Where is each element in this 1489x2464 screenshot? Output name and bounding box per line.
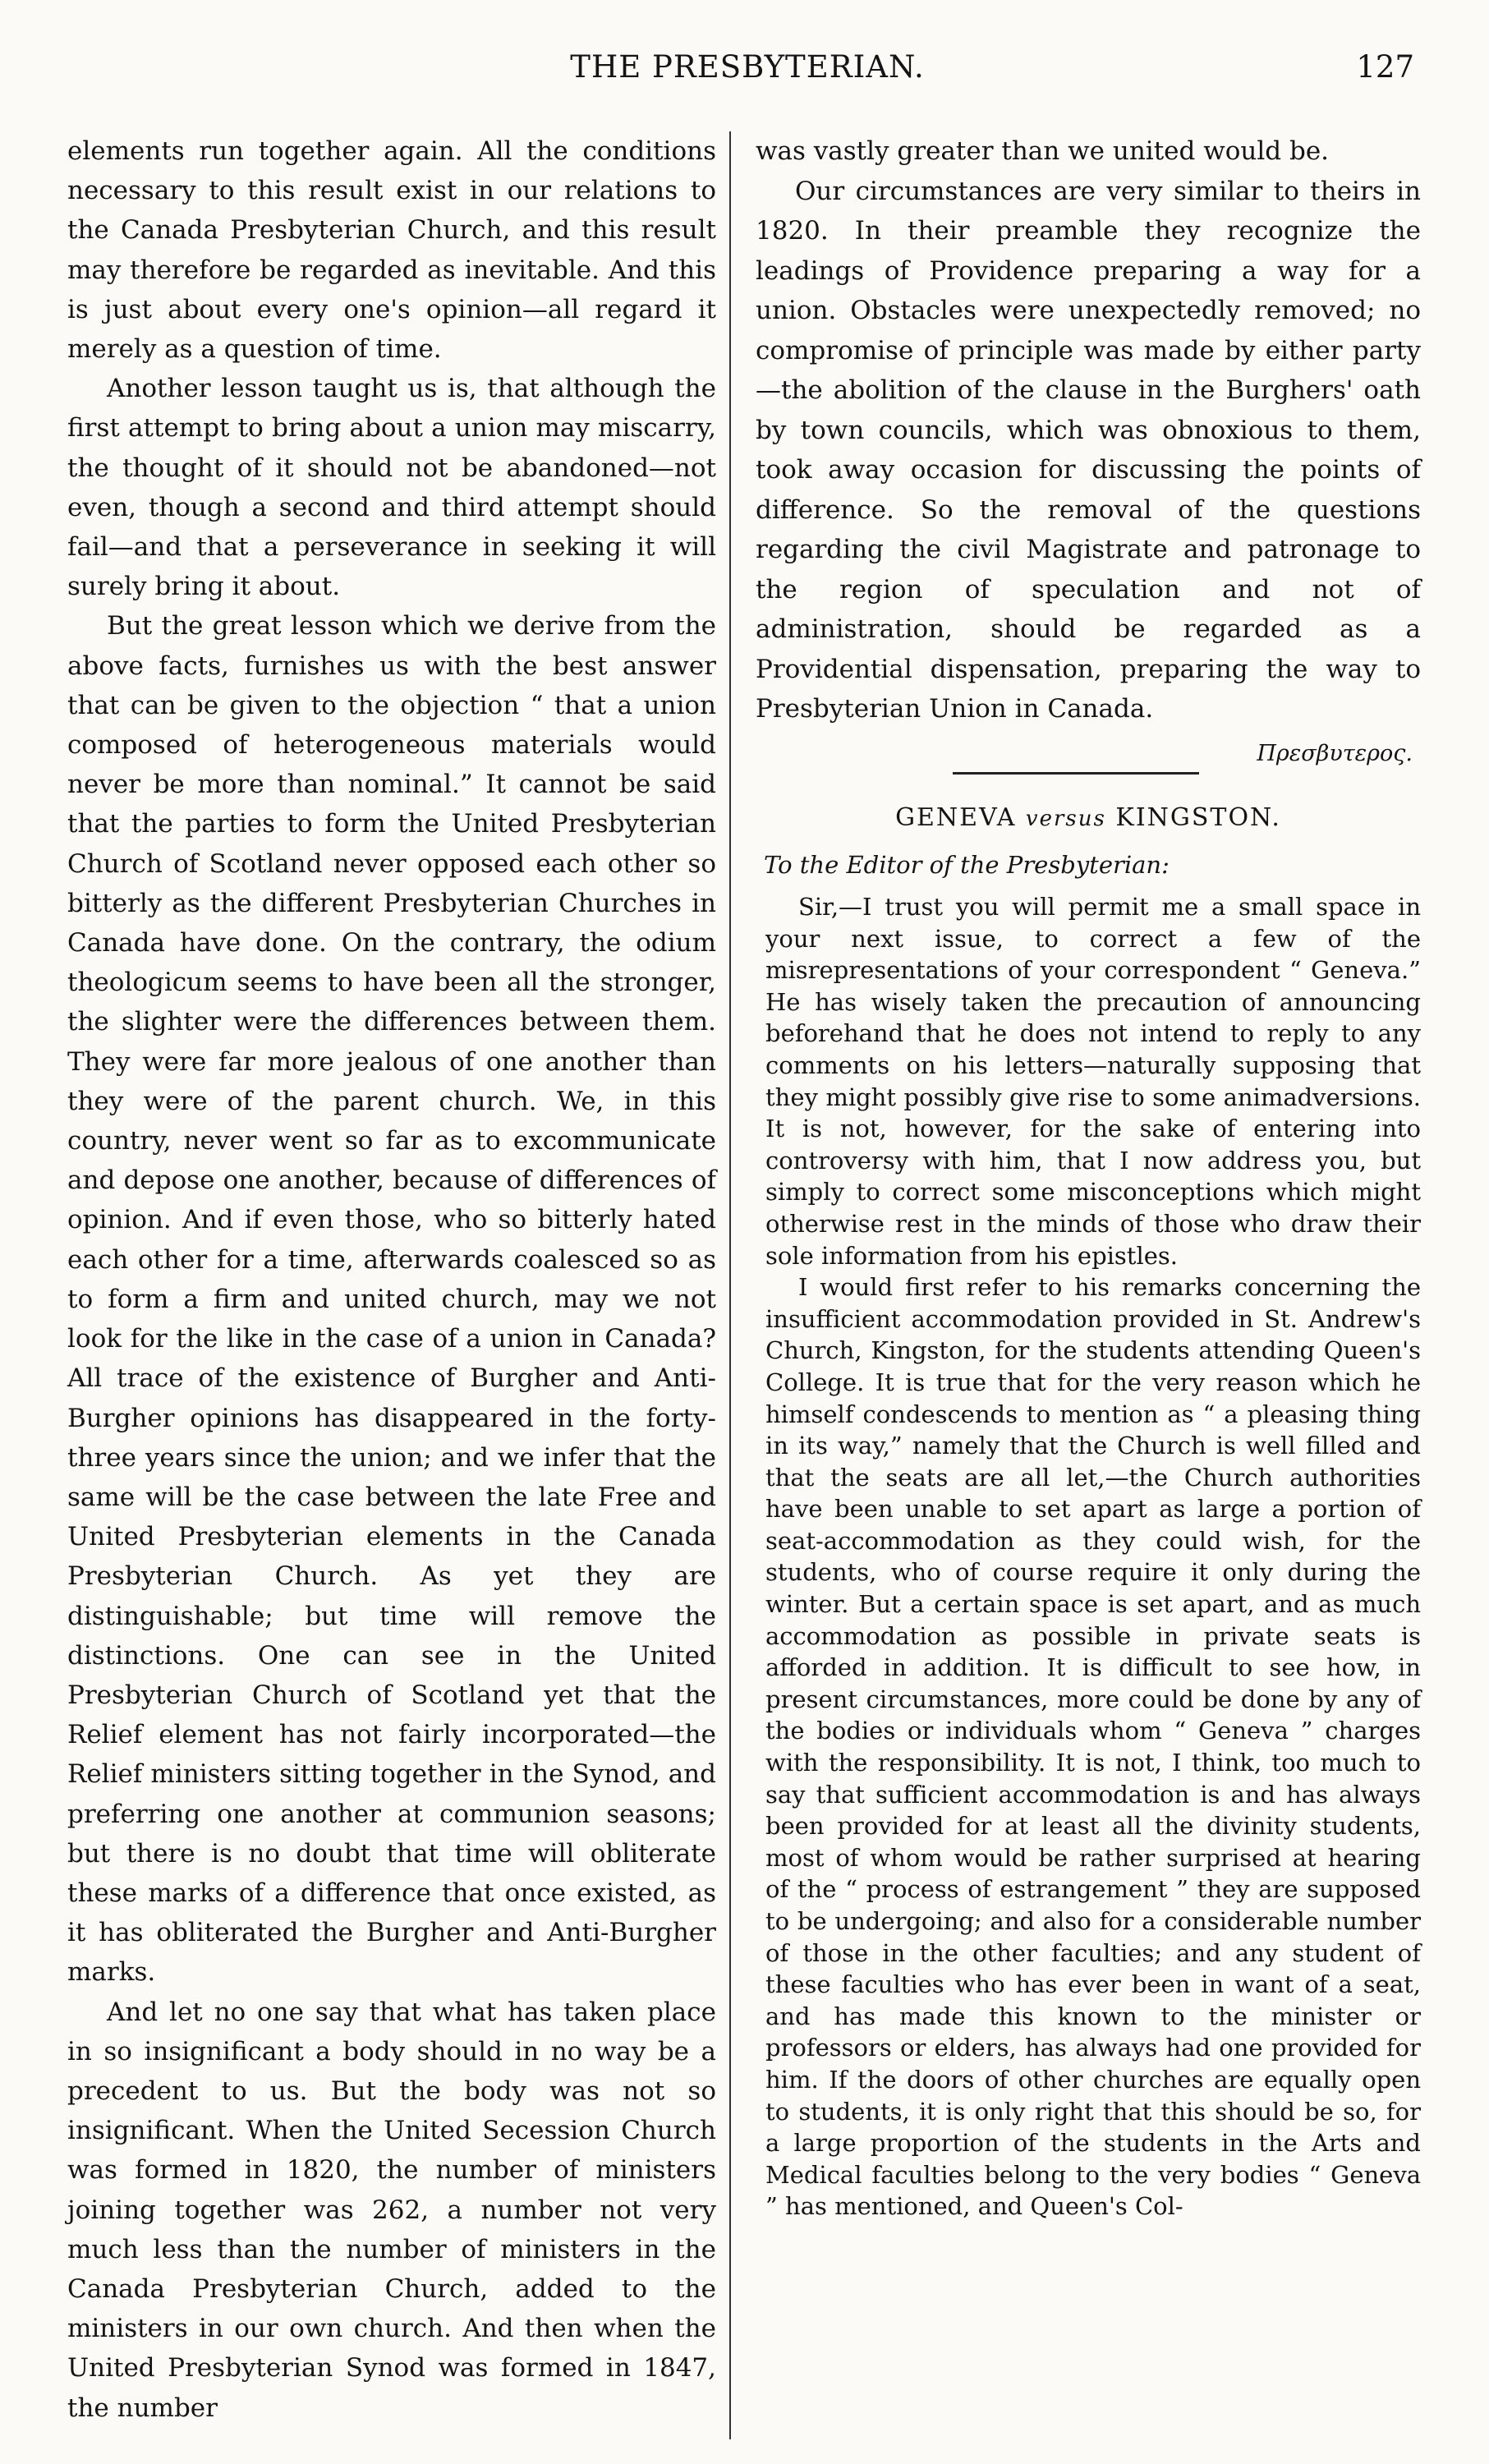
- right-column-top: [756, 131, 1421, 774]
- left-paragraph-4: And let no one say that what has taken place in so insignificant a body should in no way be a precedent to us. But the body was not so insignificant. When the United Secession Church was formed in 1820, the number of ministers joining together was 262, a number not very much less than the number of ministers in the Canada Presbyterian Church, added to the ministers in our own church. And then when the United Presbyterian Synod was formed in 1847, the number: [67, 1997, 716, 2423]
- page-number: 127: [1356, 49, 1414, 85]
- section-separator: [953, 772, 1199, 775]
- letter-title-versus: versus: [1025, 807, 1106, 831]
- letter-title: [756, 803, 1421, 832]
- letter-paragraph-1: Sir,—I trust you will permit me a small space in your next issue, to correct a few of the misrepresentations of your correspondent “ Geneva.” He has wisely taken the precaution of announcing beforehand that he does not intend to reply to any comments on his letters—naturally supposing that they might possibly give rise to some animadversions. It is not, however, for the sake of entering into controversy with him, that I now address you, but simply to correct some misconceptions which might otherwise rest in the minds of those who draw their sole information from his epistles.: [765, 893, 1421, 1270]
- left-paragraph-3: But the great lesson which we derive from the above facts, furnishes us with the best answer that can be given to the objection “ that a union composed of heterogeneous materials would never be more than nominal.” It cannot be said that the parties to form the United Presbyterian Church of Scotland never opposed each other so bitterly as the different Presbyterian Churches in Canada have done. On the contrary, the odium theologicum seems to have been all the stronger, the slighter were the differences between them. They were far more jealous of one another than they were of the parent church. We, in this country, never went so far as to excommunicate and depose one another, because of differences of opinion. And if even those, who so bitterly hated each other for a time, afterwards coalesced so as to form a firm and united church, may we not look for the like in the case of a union in Canada? All trace of the existence of Burgher and Anti-Burgher opinions has disappeared in the forty-three years since the union; and we infer that the same will be the case between the late Free and United Presbyterian elements in the Canada Presbyterian Church. As yet they are distinguishable; but time will remove the distinctions. One can see in the United Presbyterian Church of Scotland yet that the Relief element has not fairly incorporated—the Relief ministers sitting together in the Synod, and preferring one another at communion seasons; but there is no doubt that time will obliterate these marks of a difference that once existed, as it has obliterated the Burgher and Anti-Burgher marks.: [67, 611, 716, 1988]
- article-signature: Πρεσβυτερος.: [1257, 740, 1413, 766]
- page-header: [493, 49, 1478, 99]
- left-paragraph-1: elements run together again. All the conditions necessary to this result exist in our relations to the Canada Presbyterian Church, and this result may therefore be regarded as inevitable. And this is just about every one's opinion—all regard it merely as a question of time.: [67, 136, 716, 365]
- right-paragraph-1: was vastly greater than we united would be.: [756, 136, 1330, 166]
- right-paragraph-2: Our circumstances are very similar to theirs in 1820. In their preamble they recognize the leadings of Providence preparing a way for a union. Obstacles were unexpectedly removed; no compromise of principle was made by either party—the abolition of the clause in the Burghers' oath by town councils, which was obnoxious to them, took away occasion for discussing the points of difference. So the removal of the questions regarding the civil Magistrate and patronage to the region of speculation and not of administration, should be regarded as a Providential dispensation, preparing the way to Presbyterian Union in Canada.: [756, 176, 1421, 724]
- left-paragraph-2: Another lesson taught us is, that although the first attempt to bring about a union may miscarry, the thought of it should not be abandoned—not even, though a second and third attempt should fail—and that a perseverance in seeking it will surely bring it about.: [67, 374, 716, 602]
- page-title: THE PRESBYTERIAN.: [570, 49, 925, 85]
- letter-paragraph-2: I would first refer to his remarks concerning the insufficient accommodation provided in St. Andrew's Church, Kingston, for the students attending Queen's College. It is true that for the very reason which he himself condescends to mention as “ a pleasing thing in its way,” namely that the Church is well filled and that the seats are all let,—the Church authorities have been unable to set apart as large a portion of seat-accommodation as they could wish, for the students, who of course require it only during the winter. But a certain space is set apart, and as much accommodation as possible in private seats is afforded in addition. It is difficult to see how, in present circumstances, more could be done by any of the bodies or individuals whom “ Geneva ” charges with the responsibility. It is not, I think, too much to say that sufficient accommodation is and has always been provided for at least all the divinity students, most of whom would be rather surprised at hearing of the “ process of estrangement ” they are supposed to be undergoing; and also for a considerable number of those in the other faculties; and any student of these faculties who has ever been in want of a seat, and has made this known to the minister or professors or elders, has always had one provided for him. If the doors of other churches are equally open to students, it is only right that this should be so, for a large proportion of the students in the Arts and Medical faculties belong to the very bodies “ Geneva ” has mentioned, and Queen's Col-: [765, 1273, 1421, 2221]
- letter-body: [765, 891, 1421, 2223]
- letter-title-b: KINGSTON.: [1115, 803, 1281, 832]
- letter-title-a: GENEVA: [895, 803, 1017, 832]
- letter-addressee: To the Editor of the Presbyterian:: [764, 851, 1170, 879]
- column-divider: [729, 131, 731, 2439]
- left-column: [67, 131, 716, 2439]
